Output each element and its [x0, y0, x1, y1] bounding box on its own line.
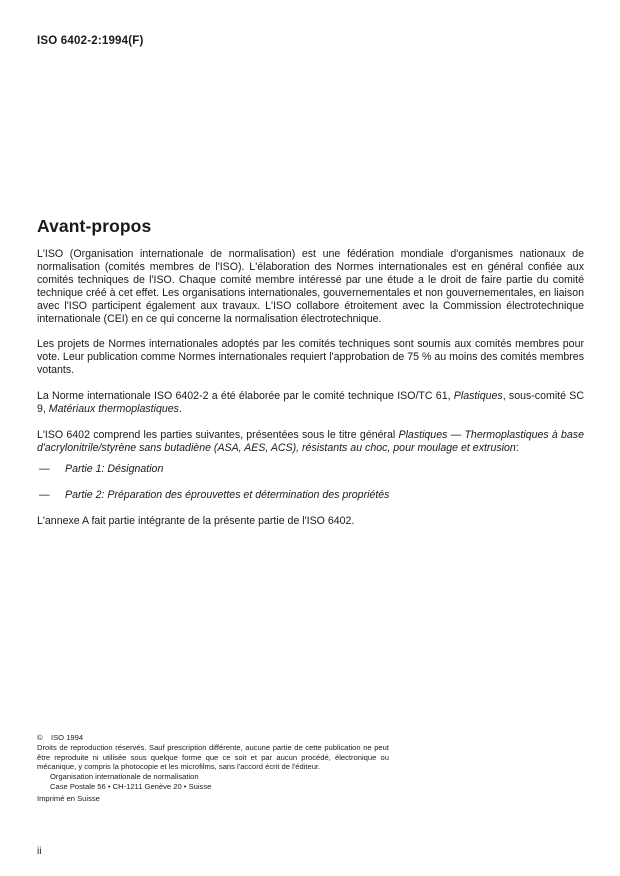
committee-text-e: . [178, 403, 182, 416]
list-item-part-2 [37, 489, 584, 502]
copyright-year: ISO 1994 [51, 733, 84, 742]
printed-in: Imprimé en Suisse [37, 793, 100, 803]
part-2-title: Partie 2: Préparation des éprouvettes et détermination des propriétés [65, 488, 390, 501]
committee-name: Plastiques [453, 390, 503, 403]
copyright-icon: © [37, 733, 43, 742]
parts-intro-text: L'ISO 6402 comprend les parties suivantes, présentées sous le titre général [37, 428, 399, 441]
committee-text-c: , sous-comité SC 9, [37, 390, 584, 416]
subcommittee-name: Matériaux thermoplastiques [48, 403, 179, 416]
page-number: ii [37, 846, 42, 857]
document-header: ISO 6402-2:1994(F) [37, 35, 144, 47]
part-1-title: Partie 1: Désignation [65, 462, 164, 475]
copyright-block [37, 733, 389, 804]
list-item-part-1 [37, 463, 584, 476]
copyright-org: Organisation internationale de normalisation [50, 772, 199, 782]
dash-marker: — [39, 462, 50, 475]
general-title: Plastiques — Thermoplastiques à base d'acrylonitrile/styrène sans butadiène (ASA, AES, ACS), résistants au choc, pour moulage et extrusion [37, 428, 584, 454]
copyright-address: Case Postale 56 • CH-1211 Genève 20 • Suisse [50, 781, 212, 791]
copyright-rights: Droits de reproduction réservés. Sauf prescription différente, aucune partie de cette publication ne peut être reproduite ni utilisée sous quelque forme que ce soit et par aucun procédé, électronique ou mécanique, y compris la photocopie et les microfilms, sans l'accord écrit de l'éditeur. [37, 742, 389, 772]
foreword-body [37, 248, 584, 541]
committee-text-a: La Norme internationale ISO 6402-2 a été élaborée par le comité technique ISO/TC 61, [37, 390, 454, 403]
paragraph-annex: L'annexe A fait partie intégrante de la présente partie de l'ISO 6402. [37, 514, 355, 527]
paragraph-voting: Les projets de Normes internationales adoptés par les comités techniques sont soumis aux comités membres pour vote. Leur publication comme Normes internationales requiert l'approbation de 75 % au moins des comités membres votants. [37, 338, 584, 377]
paragraph-iso-intro: L'ISO (Organisation internationale de normalisation) est une fédération mondiale d'organismes nationaux de normalisation (comités membres de l'ISO). L'élaboration des Normes internationales est en général confiée aux comités techniques de l'ISO. Chaque comité membre intéressé par une étude a le droit de faire partie du comité technique créé à cet effet. Les organisations internationales, gouvernementales et non gouvernementales, en liaison avec l'ISO participent également aux travaux. L'ISO collabore étroitement avec la Commission électrotechnique internationale (CEI) en ce qui concerne la normalisation électrotechnique. [37, 248, 584, 325]
paragraph-committee [37, 390, 584, 416]
paragraph-parts-intro [37, 429, 584, 455]
section-title: Avant-propos [37, 216, 152, 236]
dash-marker: — [39, 488, 50, 501]
parts-intro-colon: : [515, 441, 519, 454]
copyright-line [37, 733, 389, 743]
